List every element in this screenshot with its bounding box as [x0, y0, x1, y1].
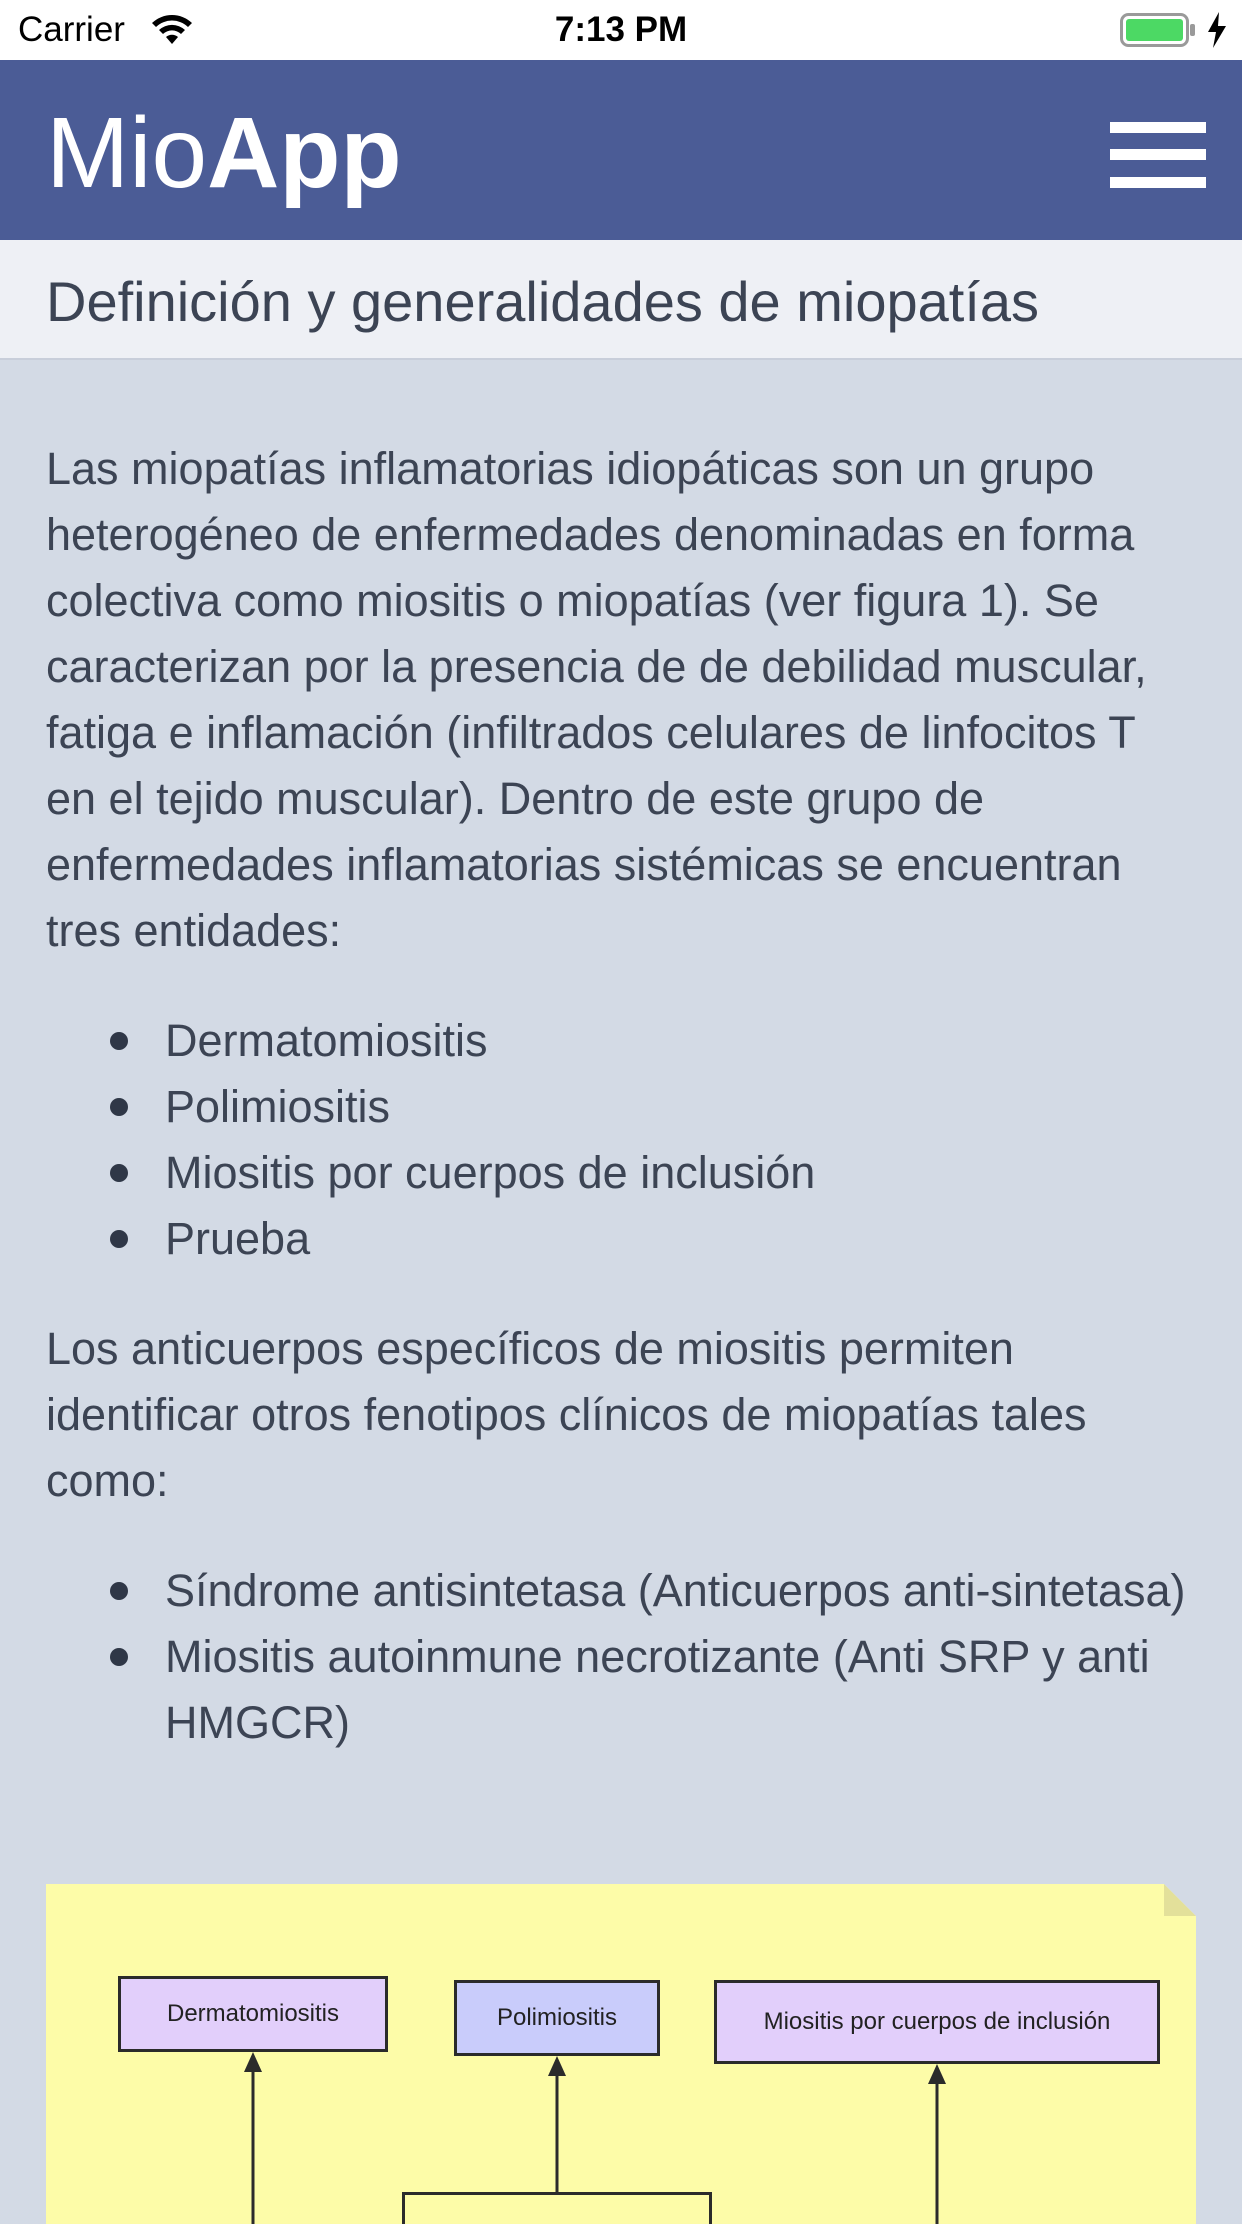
list-item-text: Miositis por cuerpos de inclusión: [165, 1147, 816, 1198]
bullet-icon: [110, 1032, 128, 1050]
clock: 7:13 PM: [554, 10, 688, 49]
status-bar: [0, 0, 1242, 60]
list-item: [46, 1624, 1196, 1756]
list-item: [46, 1008, 1196, 1074]
list-item-text: Síndrome antisintetasa (Anticuerpos anti-sintetasa): [165, 1565, 1186, 1616]
bullet-icon: [110, 1582, 128, 1600]
bullet-icon: [110, 1648, 128, 1666]
bullet-icon: [110, 1164, 128, 1182]
carrier-label: Carrier: [18, 10, 125, 49]
phenotypes-list: [46, 1558, 1196, 1756]
bullet-icon: [110, 1230, 128, 1248]
charging-bolt-icon: [1206, 12, 1228, 48]
figure-1-diagram[interactable]: [46, 1884, 1196, 2224]
arrowhead: [548, 2056, 566, 2076]
bullet-icon: [110, 1098, 128, 1116]
page-title-bar: [0, 240, 1242, 360]
list-item-text: Prueba: [165, 1213, 311, 1264]
entities-list: [46, 1008, 1196, 1272]
page-title: Definición y generalidades de miopatías: [46, 270, 1040, 333]
logo-light-text: Mio: [46, 97, 208, 209]
arrowhead: [928, 2064, 946, 2084]
menu-bar: [1110, 177, 1206, 188]
diagram-box-miositis-inclusion: Miositis por cuerpos de inclusión: [714, 1980, 1160, 2064]
app-logo[interactable]: [46, 98, 402, 208]
arrowhead: [244, 2052, 262, 2072]
list-item-text: Polimiositis: [165, 1081, 391, 1132]
diagram-box-dermatomiositis: Dermatomiositis: [118, 1976, 388, 2052]
list-item-text: Miositis autoinmune necrotizante (Anti SRP y anti HMGCR): [165, 1631, 1150, 1748]
logo-bold-text: App: [207, 97, 402, 209]
menu-bar: [1110, 149, 1206, 160]
app-header: [0, 60, 1242, 240]
list-item: [46, 1140, 1196, 1206]
diagram-box-root: [402, 2192, 712, 2224]
diagram-box-polimiositis: Polimiositis: [454, 1980, 660, 2056]
list-item-text: Dermatomiositis: [165, 1015, 488, 1066]
menu-bar: [1110, 122, 1206, 133]
article-content: [46, 436, 1196, 1800]
list-item: [46, 1206, 1196, 1272]
list-item: [46, 1074, 1196, 1140]
page-fold-icon: [1164, 1884, 1196, 1916]
battery-icon: [1120, 13, 1196, 47]
intro-paragraph: Las miopatías inflamatorias idiopáticas son un grupo heterogéneo de enfermedades denominadas en forma colectiva como miositis o miopatías (ver figura 1). Se caracterizan por la presencia de de debilidad muscular, fatiga e inflamación (infiltrados celulares de linfocitos T en el tejido muscular). Dentro de este grupo de enfermedades inflamatorias sistémicas se encuentran tres entidades:: [46, 443, 1147, 956]
hamburger-menu-icon[interactable]: [1110, 122, 1206, 188]
list-item: [46, 1558, 1196, 1624]
antibodies-paragraph: Los anticuerpos específicos de miositis permiten identificar otros fenotipos clínicos de miopatías tales como:: [46, 1323, 1087, 1506]
